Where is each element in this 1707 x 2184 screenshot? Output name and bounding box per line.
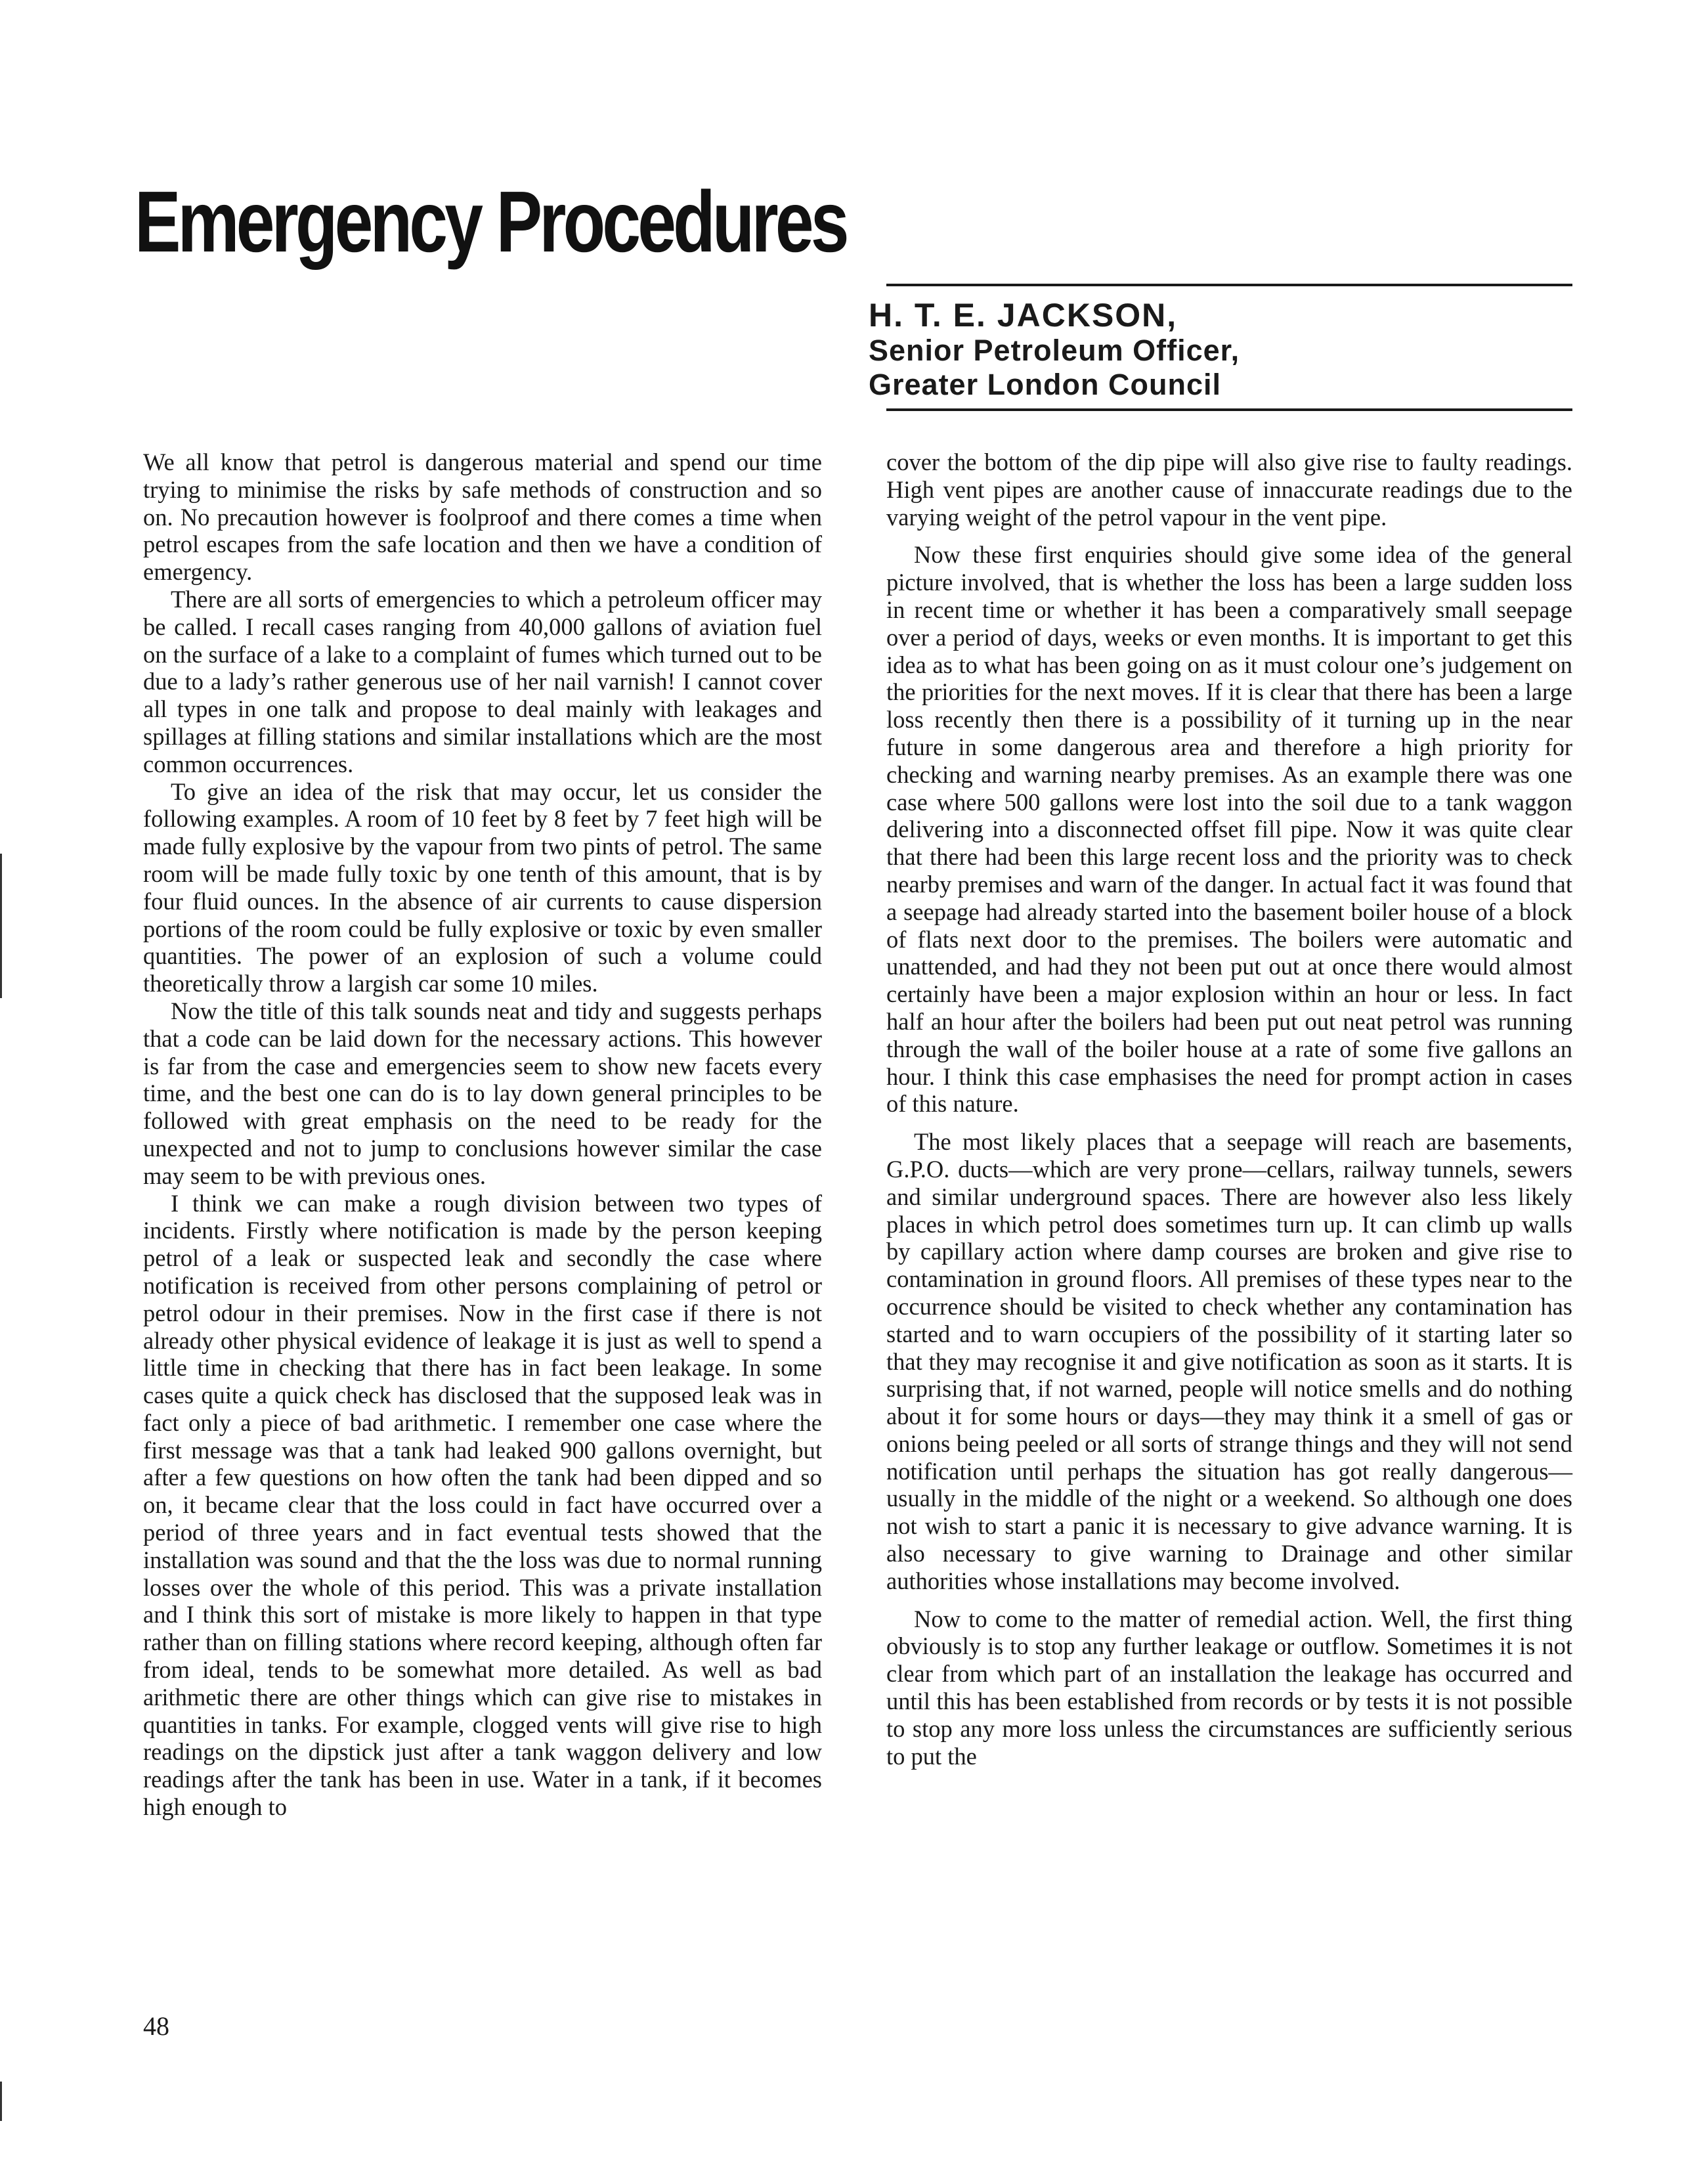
scan-edge-mark: [0, 2082, 2, 2121]
page-number: 48: [143, 2011, 169, 2041]
author-organization: Greater London Council: [869, 368, 1222, 401]
author-position: Senior Petroleum Officer,: [869, 334, 1240, 367]
scan-edge-mark: [0, 854, 2, 998]
paragraph: I think we can make a rough division between two types of incidents. Firstly where notification is made by the person keeping petrol of a leak or suspected leak and secondly the case where notification is received from other persons complaining of petrol or petrol odour in their premises. Now in the first case if there is not already other physical evidence of leakage it is just as well to spend a little time in checking that there has in fact been leakage. In some cases quite a quick check has disclosed that the supposed leak was in fact only a piece of bad arithmetic. I remember one case where the first message was that a tank had leaked 900 gallons overnight, but after a few questions on how often the tank had been dipped and so on, it became clear that the loss could in fact have occurred over a period of three years and in fact eventual tests showed that the installation was sound and that the the loss was due to normal running losses over the whole of this period. This was a private installation and I think this sort of mistake is more likely to happen in that type rather than on filling stations where record keeping, although often far from ideal, tends to be somewhat more detailed. As well as bad arithmetic there are other things which can give rise to mistakes in quantities in tanks. For example, clogged vents will give rise to high readings on the dipstick just after a tank waggon delivery and low readings after the tank has been in use. Water in a tank, if it becomes high enough to: [143, 1189, 822, 1821]
body-column-left: [143, 448, 822, 1821]
paragraph: cover the bottom of the dip pipe will also give rise to faulty readings. High vent pipes are another cause of innaccurate readings due to the varying weight of the petrol vapour in the vent pipe.: [886, 448, 1572, 531]
paragraph: To give an idea of the risk that may occur, let us consider the following examples. A room of 10 feet by 8 feet by 7 feet high will be made fully explosive by the vapour from two pints of petrol. The same room will be made fully toxic by one tenth of this amount, that is by four fluid ounces. In the absence of air currents to cause dispersion portions of the room could be fully explosive or toxic by even smaller quantities. The power of an explosion of such a volume could theoretically throw a largish car some 10 miles.: [143, 777, 822, 997]
paragraph: Now the title of this talk sounds neat and tidy and suggests perhaps that a code can be laid down for the necessary actions. This however is far from the case and emergencies seem to show new facets every time, and the best one can do is to lay down general principles to be followed with great emphasis on the need to be ready for the unexpected and not to jump to conclusions however similar the case may seem to be with previous ones.: [143, 997, 822, 1189]
author-name: H. T. E. JACKSON,: [869, 297, 1178, 334]
paragraph: The most likely places that a seepage will reach are basements, G.P.O. ducts—which are very prone—cellars, railway tunnels, sewers and similar underground spaces. There are however also less likely places in which petrol does sometimes turn up. It can climb up walls by capillary action where damp courses are broken and give rise to contamination in ground floors. All premises of these types near to the occurrence should be visited to check whether any contamination has started and to warn occupiers of the possibility of it starting later so that they may recognise it and give notification as soon as it starts. It is surprising that, if not warned, people will notice smells and do nothing about it for some hours or days—they may think it a smell of gas or onions being peeled or all sorts of strange things and they will not send notification until perhaps the situation has got really dangerous—usually in the middle of the night or a weekend. So although one does not wish to start a panic it is necessary to give advance warning. It is also necessary to give warning to Drainage and other similar authorities whose installations may become involved.: [886, 1128, 1572, 1594]
author-rule-top: [886, 284, 1572, 286]
author-block: [869, 297, 1565, 402]
paragraph: There are all sorts of emergencies to which a petroleum officer may be called. I recall cases ranging from 40,000 gallons of aviation fuel on the surface of a lake to a complaint of fumes which turned out to be due to a lady’s rather generous use of her nail varnish! I cannot cover all types in one talk and propose to deal mainly with leakages and spillages at filling stations and similar installations which are the most common occurrences.: [143, 585, 822, 777]
author-rule-bottom: [886, 408, 1572, 411]
article-title: Emergency Procedures: [135, 173, 846, 270]
body-column-right: [886, 448, 1572, 1770]
paragraph: Now these first enquiries should give some idea of the general picture involved, that is whether the loss has been a large sudden loss in recent time or whether it has been a comparatively small seepage over a period of days, weeks or even months. It is important to get this idea as to what has been going on as it must colour one’s judgement on the priorities for the next moves. If it is clear that there has been a large loss recently then there is a possibility of it turning up in the near future in some dangerous area and therefore a high priority for checking and warning nearby premises. As an example there was one case where 500 gallons were lost into the soil due to a tank waggon delivering into a disconnected offset fill pipe. Now it was quite clear that there had been this large recent loss and the priority was to check nearby premises and warn of the danger. In actual fact it was found that a seepage had already started into the basement boiler house of a block of flats next door to the premises. The boilers were automatic and unattended, and had they not been put out at once there would almost certainly have been a major explosion within an hour or less. In fact half an hour after the boilers had been put out neat petrol was running through the wall of the boiler house at a rate of some five gallons an hour. I think this case emphasises the need for prompt action in cases of this nature.: [886, 541, 1572, 1118]
paragraph: We all know that petrol is dangerous material and spend our time trying to minimise the risks by safe methods of construction and so on. No precaution however is foolproof and there comes a time when petrol escapes from the safe location and then we have a condition of emergency.: [143, 448, 822, 586]
paragraph: Now to come to the matter of remedial action. Well, the first thing obviously is to stop any further leakage or outflow. Sometimes it is not clear from which part of an installation the leakage has occurred and until this has been established from records or by tests it is not possible to stop any more loss unless the circumstances are sufficiently serious to put the: [886, 1605, 1572, 1770]
